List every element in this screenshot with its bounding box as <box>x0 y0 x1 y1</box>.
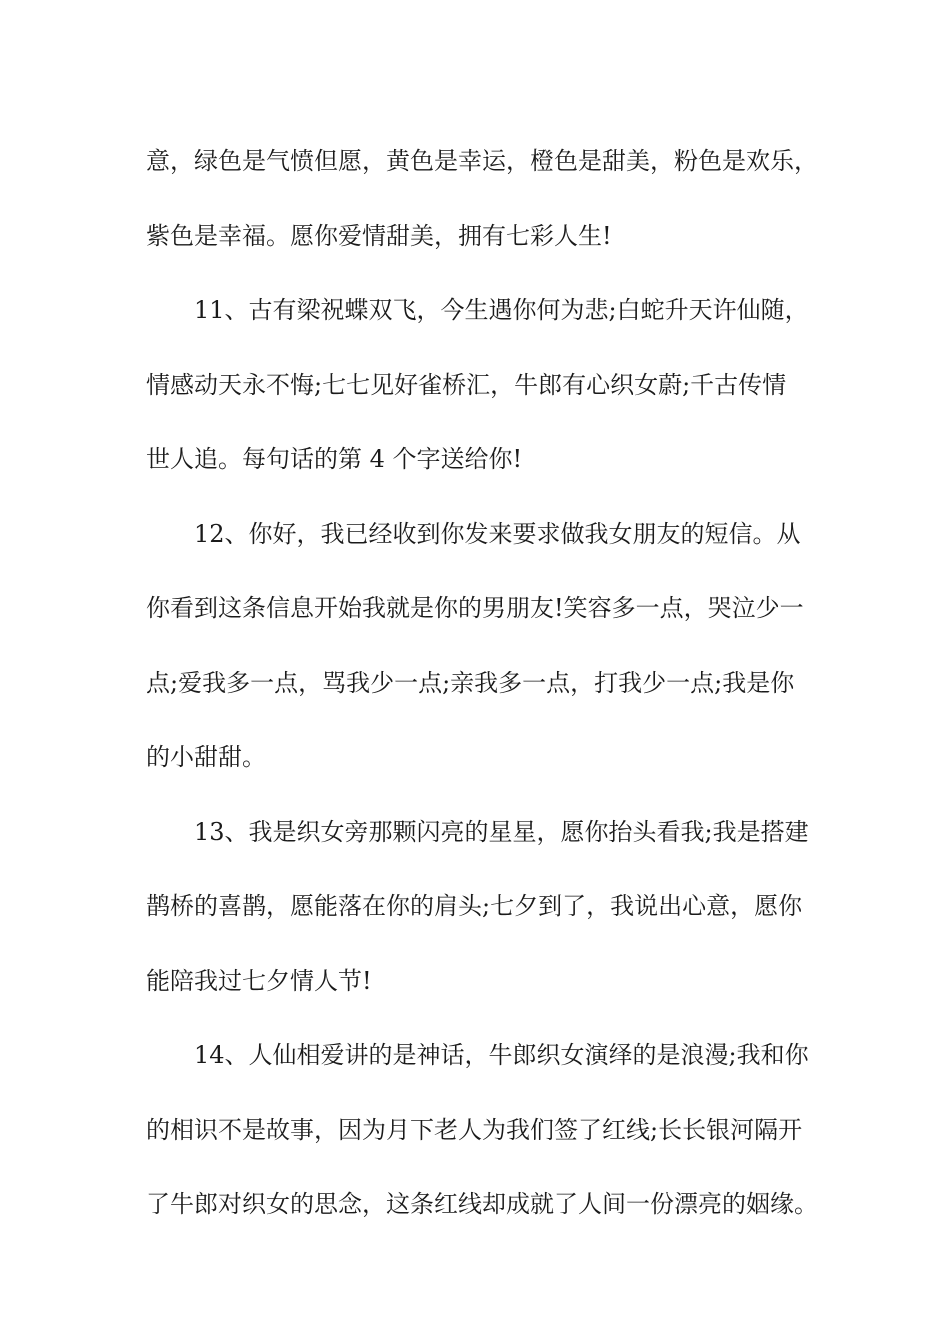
text-line: 点;爱我多一点，骂我少一点;亲我多一点，打我少一点;我是你 <box>146 668 795 697</box>
text-line: 了牛郎对织女的思念，这条红线却成就了人间一份漂亮的姻缘。 <box>146 1190 818 1218</box>
paragraph-start-line: 11、古有梁祝蝶双飞，今生遇你何为悲;白蛇升天许仙随， <box>194 296 809 324</box>
text-line: 紫色是幸福。愿你爱情甜美，拥有七彩人生! <box>146 221 612 250</box>
paragraph-start-line: 14、人仙相爱讲的是神话，牛郎织女演绎的是浪漫;我和你 <box>194 1041 809 1069</box>
text-line: 世人追。每句话的第 4 个字送给你! <box>146 445 523 473</box>
paragraph-start-line: 12、你好，我已经收到你发来要求做我女朋友的短信。从 <box>194 519 801 548</box>
text-line: 鹊桥的喜鹊，愿能落在你的肩头;七夕到了，我说出心意，愿你 <box>146 892 803 920</box>
paragraph-start-line: 13、我是织女旁那颗闪亮的星星，愿你抬头看我;我是搭建 <box>194 817 809 846</box>
text-line: 意，绿色是气愤但愿，黄色是幸运，橙色是甜美，粉色是欢乐， <box>146 147 818 175</box>
text-line: 的小甜甜。 <box>146 743 266 771</box>
text-line: 的相识不是故事，因为月下老人为我们签了红线;长长银河隔开 <box>146 1115 803 1144</box>
text-line: 能陪我过七夕情人节! <box>146 966 372 995</box>
text-line: 情感动天永不悔;七七见好雀桥汇，牛郎有心织女蔚;千古传情 <box>146 370 787 399</box>
document-body <box>146 124 836 1242</box>
text-line: 你看到这条信息开始我就是你的男朋友!笑容多一点，哭泣少一 <box>146 594 804 622</box>
